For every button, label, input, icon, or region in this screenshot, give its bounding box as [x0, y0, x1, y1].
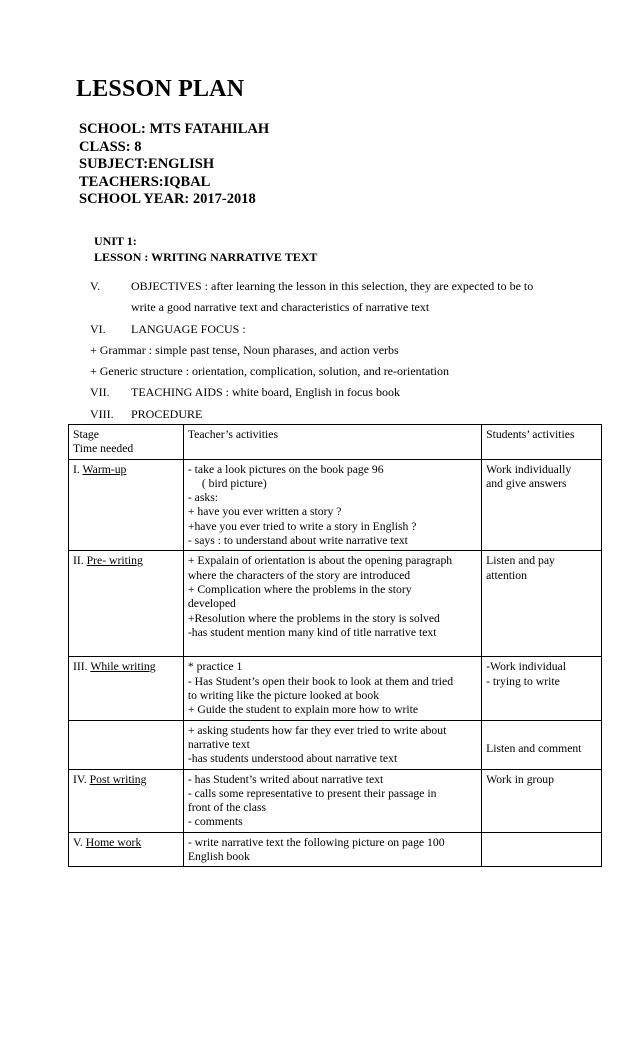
- language-focus-item: [90, 319, 570, 340]
- objectives-text-cont: write a good narrative text and characteristics of narrative text: [131, 300, 430, 315]
- student-activity: -Work individual: [486, 660, 566, 674]
- table-row: [69, 769, 602, 832]
- teacher-activity: - write narrative text the following picture on page 100: [187, 835, 445, 849]
- unit-heading: [94, 233, 317, 265]
- procedure-item: [90, 404, 570, 425]
- table-row: [69, 720, 602, 769]
- teacher-activity: ( bird picture): [201, 476, 267, 490]
- cell-spacer: [188, 640, 477, 654]
- teacher-cell: [183, 769, 481, 832]
- stage-number: I.: [73, 462, 83, 476]
- school-line: SCHOOL: MTS FATAHILAH: [79, 121, 270, 137]
- header-students-cell: [482, 425, 602, 460]
- unit-number: UNIT 1:: [94, 234, 137, 248]
- teacher-activity: -has students understood about narrative text: [187, 752, 398, 766]
- header-teacher: Teacher’s activities: [187, 428, 279, 441]
- header-stage-cell: [69, 425, 184, 460]
- table-row: [69, 832, 602, 867]
- table-row: [69, 657, 602, 720]
- school-info: [79, 121, 269, 209]
- teacher-cell: [183, 720, 481, 769]
- students-cell: [482, 769, 602, 832]
- student-activity: Work in group: [486, 772, 554, 786]
- stage-number: III.: [73, 660, 91, 674]
- table-row: [69, 459, 602, 551]
- table-header-row: [69, 425, 602, 460]
- teacher-cell: [183, 551, 481, 657]
- objectives-text: OBJECTIVES : after learning the lesson in this selection, they are expected to be to: [131, 279, 534, 293]
- item-number: V.: [90, 279, 101, 293]
- stage-number: II.: [73, 554, 87, 568]
- teacher-activity: English book: [187, 850, 250, 864]
- lesson-title: LESSON : WRITING NARRATIVE TEXT: [94, 250, 318, 264]
- teacher-activity: * practice 1: [187, 660, 243, 674]
- grammar-line: + Grammar : simple past tense, Noun pharases, and action verbs: [90, 342, 399, 357]
- plan-items: [90, 276, 570, 425]
- student-activity: attention: [486, 568, 527, 582]
- teacher-cell: [183, 832, 481, 867]
- procedure-text: PROCEDURE: [131, 406, 203, 421]
- teacher-activity: +have you ever tried to write a story in English ?: [187, 519, 417, 533]
- student-activity: Listen and pay: [486, 554, 555, 568]
- teacher-cell: [183, 459, 481, 551]
- header-students: Students’ activities: [486, 428, 575, 441]
- stage-name: Home work: [85, 835, 142, 849]
- teacher-activity: + Guide the student to explain more how to write: [187, 703, 419, 717]
- teacher-activity: - comments: [187, 815, 243, 829]
- teacher-cell: [183, 657, 481, 720]
- student-activity: Listen and comment: [486, 741, 582, 755]
- teaching-aids-item: [90, 382, 570, 403]
- stage-name: Warm-up: [82, 462, 127, 476]
- objectives-item: [90, 276, 570, 297]
- item-number: VI.: [90, 321, 106, 336]
- stage-cell: [69, 832, 184, 867]
- students-cell: [482, 832, 602, 867]
- teacher-activity: developed: [187, 597, 236, 611]
- teacher-activity: - Has Student’s open their book to look at them and tried: [187, 674, 454, 688]
- student-activity: - trying to write: [486, 674, 560, 688]
- students-cell: [482, 720, 602, 769]
- stage-name: While writing: [90, 660, 156, 674]
- stage-cell: [69, 769, 184, 832]
- teacher-activity: +Resolution where the problems in the story is solved: [187, 611, 440, 625]
- generic-structure-line: + Generic structure : orientation, complication, solution, and re-orientation: [90, 364, 449, 379]
- stage-cell: [69, 459, 184, 551]
- students-cell: [482, 551, 602, 657]
- teaching-aids-text: TEACHING AIDS : white board, English in focus book: [131, 385, 400, 400]
- header-time: Time needed: [73, 442, 134, 456]
- teacher-activity: to writing like the picture looked at book: [187, 689, 380, 703]
- language-focus-text: LANGUAGE FOCUS :: [131, 321, 246, 336]
- stage-number: V.: [73, 835, 86, 849]
- teachers-line: TEACHERS:IQBAL: [79, 173, 211, 190]
- stage-name: Post writing: [89, 772, 147, 786]
- procedure-table: [68, 424, 602, 867]
- subject-line: SUBJECT:ENGLISH: [79, 156, 215, 172]
- table-row: [69, 551, 602, 657]
- teacher-activity: - asks:: [187, 491, 219, 505]
- class-line: CLASS: 8: [79, 138, 142, 155]
- student-activity: Work individually: [486, 462, 572, 476]
- header-teacher-cell: [183, 425, 481, 460]
- teacher-activity: + Expalain of orientation is about the opening paragraph: [187, 554, 453, 568]
- stage-number: IV.: [73, 772, 90, 786]
- header-stage: Stage: [73, 428, 99, 441]
- student-activity: and give answers: [486, 476, 567, 490]
- stage-cell: [69, 551, 184, 657]
- item-number: VII.: [90, 385, 110, 400]
- students-cell: [482, 657, 602, 720]
- stage-name: Pre- writing: [86, 554, 143, 568]
- teacher-activity: front of the class: [187, 801, 267, 815]
- school-year-line: SCHOOL YEAR: 2017-2018: [79, 191, 256, 207]
- item-number: VIII.: [90, 406, 114, 421]
- teacher-activity: - says : to understand about write narrative text: [187, 534, 408, 548]
- page-title: LESSON PLAN: [76, 76, 245, 102]
- teacher-activity: - take a look pictures on the book page 96: [187, 462, 384, 476]
- stage-cell: [69, 657, 184, 720]
- teacher-activity: + asking students how far they ever tried to write about: [187, 723, 447, 737]
- teacher-activity: - has Student’s writed about narrative text: [187, 772, 384, 786]
- teacher-activity: + Complication where the problems in the story: [187, 582, 412, 596]
- teacher-activity: -has student mention many kind of title narrative text: [187, 625, 437, 639]
- teacher-activity: + have you ever written a story ?: [187, 505, 342, 519]
- students-cell: [482, 459, 602, 551]
- teacher-activity: - calls some representative to present their passage in: [187, 786, 437, 800]
- teacher-activity: where the characters of the story are introduced: [187, 568, 411, 582]
- stage-cell: [69, 720, 184, 769]
- teacher-activity: narrative text: [187, 737, 250, 751]
